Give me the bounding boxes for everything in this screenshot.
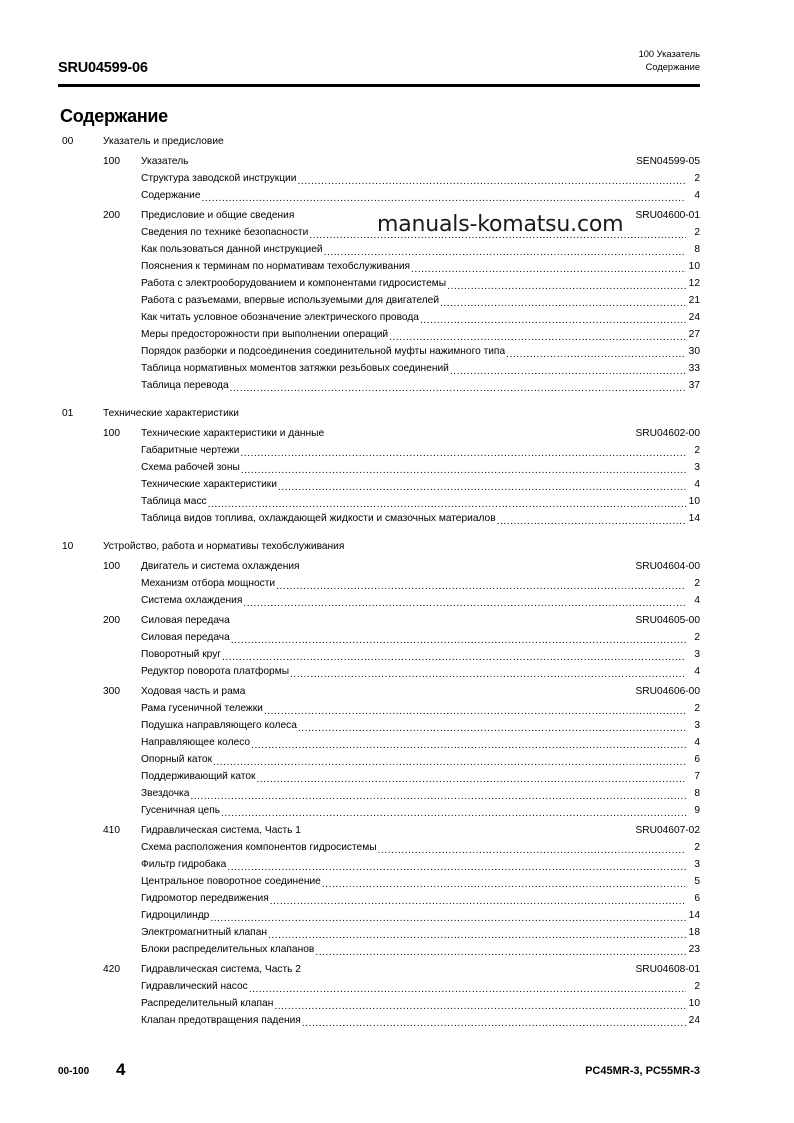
toc-entry-page-number: 9: [694, 805, 700, 816]
toc-entry[interactable]: [58, 278, 700, 295]
toc-subsection-code: SRU04600-01: [635, 210, 700, 221]
toc-entry-page-number: 4: [694, 595, 700, 606]
toc-subsection-title: Указатель: [141, 156, 189, 167]
toc-entry-label: Таблица видов топлива, охлаждающей жидкости и смазочных материалов: [141, 513, 496, 524]
toc-section-header[interactable]: [58, 541, 700, 558]
page-title: Содержание: [60, 106, 168, 126]
toc-entry-page-number: 12: [688, 278, 700, 289]
toc-entry[interactable]: [58, 998, 700, 1015]
toc-subsection-code: SRU04605-00: [635, 615, 700, 626]
section-spacer: [58, 397, 700, 408]
toc-entry-label: Таблица нормативных моментов затяжки резьбовых соединений: [141, 363, 449, 374]
toc-entry-page-number: 10: [688, 496, 700, 507]
toc-entry-page-number: 18: [688, 927, 700, 938]
toc-entry-page-number: 2: [694, 173, 700, 184]
toc-entry-page-number: 2: [694, 703, 700, 714]
toc-subsection-number: 410: [103, 825, 120, 836]
toc-section-title: Технические характеристики: [103, 408, 239, 419]
toc-subsection-title: Двигатель и система охлаждения: [141, 561, 300, 572]
toc-entry[interactable]: [58, 876, 700, 893]
toc-subsection: [58, 615, 700, 683]
toc-subsection: [58, 156, 700, 207]
toc-entry-page-number: 2: [694, 842, 700, 853]
toc-entry[interactable]: [58, 944, 700, 961]
toc-entry[interactable]: [58, 173, 700, 190]
toc-subsection: [58, 561, 700, 612]
toc-entry-page-number: 6: [694, 754, 700, 765]
toc-entry-leader-dots: [274, 998, 686, 1011]
toc-entry-leader-dots: [447, 278, 686, 291]
toc-entry-leader-dots: [257, 771, 687, 784]
toc-entry-leader-dots: [222, 649, 686, 662]
toc-subsection-header[interactable]: [58, 964, 700, 981]
toc-entry[interactable]: [58, 720, 700, 737]
toc-subsection-header[interactable]: [58, 428, 700, 445]
toc-subsection-code: SRU04607-02: [635, 825, 700, 836]
toc-entry[interactable]: [58, 859, 700, 876]
toc-entry-label: Звездочка: [141, 788, 190, 799]
toc-entry-page-number: 4: [694, 737, 700, 748]
toc-entry-label: Сведения по технике безопасности: [141, 227, 309, 238]
toc-entry[interactable]: [58, 462, 700, 479]
document-code: SRU04599-06: [58, 60, 148, 76]
toc-entry-leader-dots: [210, 910, 686, 923]
toc-section-header[interactable]: [58, 408, 700, 425]
footer-model-list: PC45MR-3, PC55MR-3: [585, 1065, 700, 1077]
toc-entry[interactable]: [58, 346, 700, 363]
toc-section-number: 00: [62, 136, 74, 147]
toc-entry-label: Система охлаждения: [141, 595, 243, 606]
toc-entry-page-number: 8: [694, 244, 700, 255]
toc-entry-page-number: 2: [694, 227, 700, 238]
toc-subsection-code: SRU04608-01: [635, 964, 700, 975]
toc-entry-page-number: 33: [688, 363, 700, 374]
toc-entry-leader-dots: [276, 578, 686, 591]
toc-entry-label: Поворотный круг: [141, 649, 222, 660]
toc-entry-page-number: 6: [694, 893, 700, 904]
toc-entry-leader-dots: [243, 595, 686, 608]
toc-entry-label: Подушка направляющего колеса: [141, 720, 297, 731]
toc-entry-leader-dots: [202, 190, 686, 203]
toc-subsection: [58, 210, 700, 397]
toc-entry-leader-dots: [322, 876, 686, 889]
toc-entry-label: Опорный каток: [141, 754, 213, 765]
toc-entry-leader-dots: [190, 788, 686, 801]
toc-entry[interactable]: [58, 329, 700, 346]
toc-entry-leader-dots: [227, 859, 686, 872]
page-footer: [58, 1060, 700, 1084]
toc-subsection-number: 300: [103, 686, 120, 697]
toc-entry-label: Силовая передача: [141, 632, 230, 643]
toc-entry[interactable]: [58, 842, 700, 859]
toc-subsection-header[interactable]: [58, 561, 700, 578]
toc-entry-label: Работа с электрооборудованием и компонентами гидросистемы: [141, 278, 447, 289]
toc-entry-page-number: 21: [688, 295, 700, 306]
toc-entry-page-number: 10: [688, 261, 700, 272]
header-reference-line2: Содержание: [645, 62, 700, 72]
toc-subsection-number: 420: [103, 964, 120, 975]
toc-entry-label: Направляющее колесо: [141, 737, 251, 748]
toc-entry-label: Работа с разъемами, впервые используемыми для двигателей: [141, 295, 440, 306]
toc-entry-label: Схема расположения компонентов гидросистемы: [141, 842, 377, 853]
toc-section-number: 01: [62, 408, 74, 419]
toc-entry-leader-dots: [324, 244, 686, 257]
toc-entry-label: Гусеничная цепь: [141, 805, 221, 816]
toc-entry-leader-dots: [270, 893, 686, 906]
toc-entry[interactable]: [58, 788, 700, 805]
toc-subsection-header[interactable]: [58, 156, 700, 173]
toc-entry-label: Гидроцилиндр: [141, 910, 210, 921]
footer-section-code: 00-100: [58, 1066, 90, 1077]
toc-entry-leader-dots: [506, 346, 686, 359]
toc-entry-page-number: 2: [694, 981, 700, 992]
toc-entry[interactable]: [58, 703, 700, 720]
toc-entry[interactable]: [58, 805, 700, 822]
toc-entry-leader-dots: [231, 632, 686, 645]
toc-entry-leader-dots: [389, 329, 686, 342]
toc-subsection: [58, 686, 700, 822]
toc-entry-page-number: 30: [688, 346, 700, 357]
toc-entry-label: Электромагнитный клапан: [141, 927, 267, 938]
toc-entry[interactable]: [58, 754, 700, 771]
toc-entry-leader-dots: [213, 754, 686, 767]
toc-subsection: [58, 825, 700, 961]
toc-entry[interactable]: [58, 632, 700, 649]
toc-entry[interactable]: [58, 578, 700, 595]
toc-entry[interactable]: [58, 445, 700, 462]
toc-entry-label: Редуктор поворота платформы: [141, 666, 290, 677]
toc-entry-page-number: 24: [688, 312, 700, 323]
toc-entry-page-number: 3: [694, 720, 700, 731]
toc-entry[interactable]: [58, 649, 700, 666]
header-reference-line1: 100 Указатель: [638, 49, 700, 59]
toc-entry[interactable]: [58, 496, 700, 513]
toc-entry[interactable]: [58, 981, 700, 998]
toc-entry[interactable]: [58, 380, 700, 397]
toc-entry-label: Габаритные чертежи: [141, 445, 240, 456]
toc-entry-label: Фильтр гидробака: [141, 859, 227, 870]
watermark: manuals-komatsu.com: [377, 212, 624, 237]
toc-entry-label: Гидравлический насос: [141, 981, 248, 992]
toc-subsection-title: Гидравлическая система, Часть 1: [141, 825, 301, 836]
toc-entry-label: Технические характеристики: [141, 479, 277, 490]
toc-entry-leader-dots: [249, 981, 686, 994]
toc-entry-page-number: 14: [688, 513, 700, 524]
toc-entry-page-number: 27: [688, 329, 700, 340]
toc-entry-label: Клапан предотвращения падения: [141, 1015, 301, 1026]
toc-subsection-title: Ходовая часть и рама: [141, 686, 246, 697]
toc-entry[interactable]: [58, 363, 700, 380]
toc-entry-page-number: 10: [688, 998, 700, 1009]
toc-entry-page-number: 5: [694, 876, 700, 887]
toc-entry[interactable]: [58, 513, 700, 530]
toc-entry-page-number: 7: [694, 771, 700, 782]
toc-entry-page-number: 2: [694, 578, 700, 589]
toc-subsection: [58, 964, 700, 1032]
toc-subsection-number: 200: [103, 210, 120, 221]
toc-entry-label: Механизм отбора мощности: [141, 578, 276, 589]
toc-entry[interactable]: [58, 479, 700, 496]
toc-entry-page-number: 2: [694, 632, 700, 643]
toc-entry-leader-dots: [251, 737, 686, 750]
toc-entry-label: Порядок разборки и подсоединения соединительной муфты нажимного типа: [141, 346, 506, 357]
toc-subsection: [58, 428, 700, 530]
toc-entry-label: Содержание: [141, 190, 201, 201]
toc-entry-label: Блоки распределительных клапанов: [141, 944, 315, 955]
toc-entry[interactable]: [58, 893, 700, 910]
toc-entry-page-number: 4: [694, 190, 700, 201]
toc-section-title: Устройство, работа и нормативы техобслуживания: [103, 541, 345, 552]
toc-subsection-header[interactable]: [58, 825, 700, 842]
toc-entry-page-number: 4: [694, 666, 700, 677]
toc-subsection-code: SRU04604-00: [635, 561, 700, 572]
toc-entry-leader-dots: [378, 842, 686, 855]
toc-entry-page-number: 37: [688, 380, 700, 391]
footer-page-number: 4: [116, 1060, 126, 1079]
toc-subsection-number: 100: [103, 428, 120, 439]
toc-entry[interactable]: [58, 244, 700, 261]
toc-entry-page-number: 3: [694, 859, 700, 870]
toc-section-number: 10: [62, 541, 74, 552]
toc-subsection-title: Силовая передача: [141, 615, 230, 626]
toc-entry-label: Таблица масс: [141, 496, 207, 507]
toc-entry-label: Структура заводской инструкции: [141, 173, 297, 184]
toc-subsection-title: Предисловие и общие сведения: [141, 210, 295, 221]
toc-entry-leader-dots: [278, 479, 686, 492]
toc-entry-leader-dots: [420, 312, 686, 325]
toc-entry[interactable]: [58, 261, 700, 278]
toc-subsection-code: SRU04602-00: [635, 428, 700, 439]
toc-entry-leader-dots: [440, 295, 686, 308]
toc-entry-leader-dots: [497, 513, 686, 526]
toc-subsection-title: Технические характеристики и данные: [141, 428, 325, 439]
page-header: [58, 48, 700, 82]
toc-entry-leader-dots: [230, 380, 686, 393]
toc-subsection-header[interactable]: [58, 686, 700, 703]
toc-entry[interactable]: [58, 295, 700, 312]
toc-entry-page-number: 3: [694, 649, 700, 660]
toc-section: [58, 408, 700, 530]
toc-entry-label: Поддерживающий каток: [141, 771, 256, 782]
toc-entry-page-number: 8: [694, 788, 700, 799]
toc-entry-leader-dots: [411, 261, 686, 274]
toc-subsection-number: 100: [103, 561, 120, 572]
toc-entry-label: Как пользоваться данной инструкцией: [141, 244, 323, 255]
toc-entry[interactable]: [58, 312, 700, 329]
toc-entry-leader-dots: [241, 462, 686, 475]
toc-entry-label: Пояснения к терминам по нормативам техобслуживания: [141, 261, 411, 272]
toc-entry-label: Гидромотор передвижения: [141, 893, 269, 904]
toc-entry-label: Меры предосторожности при выполнении операций: [141, 329, 389, 340]
toc-entry[interactable]: [58, 595, 700, 612]
toc-entry[interactable]: [58, 190, 700, 207]
header-divider: [58, 84, 700, 87]
toc-entry-leader-dots: [221, 805, 686, 818]
toc-subsection-title: Гидравлическая система, Часть 2: [141, 964, 301, 975]
toc-entry[interactable]: [58, 1015, 700, 1032]
toc-subsection-header[interactable]: [58, 615, 700, 632]
table-of-contents: [58, 136, 700, 1032]
toc-entry[interactable]: [58, 666, 700, 683]
toc-entry-label: Как читать условное обозначение электрического провода: [141, 312, 419, 323]
toc-subsection-code: SRU04606-00: [635, 686, 700, 697]
toc-entry-leader-dots: [450, 363, 686, 376]
toc-entry-label: Схема рабочей зоны: [141, 462, 240, 473]
toc-entry-leader-dots: [208, 496, 686, 509]
toc-entry-leader-dots: [302, 1015, 686, 1028]
toc-section: [58, 541, 700, 1032]
toc-entry-page-number: 4: [694, 479, 700, 490]
toc-entry-page-number: 23: [688, 944, 700, 955]
toc-entry-page-number: 24: [688, 1015, 700, 1026]
toc-entry-label: Рама гусеничной тележки: [141, 703, 263, 714]
toc-entry-label: Распределительный клапан: [141, 998, 274, 1009]
toc-subsection-number: 100: [103, 156, 120, 167]
toc-entry-leader-dots: [315, 944, 686, 957]
toc-section: [58, 136, 700, 397]
toc-entry-page-number: 3: [694, 462, 700, 473]
toc-subsection-code: SEN04599-05: [635, 156, 700, 167]
toc-section-header[interactable]: [58, 136, 700, 153]
toc-entry-leader-dots: [240, 445, 686, 458]
toc-subsection-number: 200: [103, 615, 120, 626]
toc-entry-leader-dots: [264, 703, 686, 716]
toc-entry-page-number: 2: [694, 445, 700, 456]
header-reference: [639, 48, 700, 74]
toc-entry-page-number: 14: [688, 910, 700, 921]
toc-entry-leader-dots: [268, 927, 686, 940]
toc-entry-leader-dots: [298, 720, 686, 733]
toc-entry-leader-dots: [290, 666, 686, 679]
toc-entry-leader-dots: [297, 173, 686, 186]
toc-entry[interactable]: [58, 771, 700, 788]
toc-section-title: Указатель и предисловие: [103, 136, 224, 147]
toc-entry[interactable]: [58, 910, 700, 927]
toc-entry[interactable]: [58, 927, 700, 944]
toc-entry-label: Центральное поворотное соединение: [141, 876, 321, 887]
toc-entry-label: Таблица перевода: [141, 380, 229, 391]
toc-entry[interactable]: [58, 737, 700, 754]
section-spacer: [58, 530, 700, 541]
